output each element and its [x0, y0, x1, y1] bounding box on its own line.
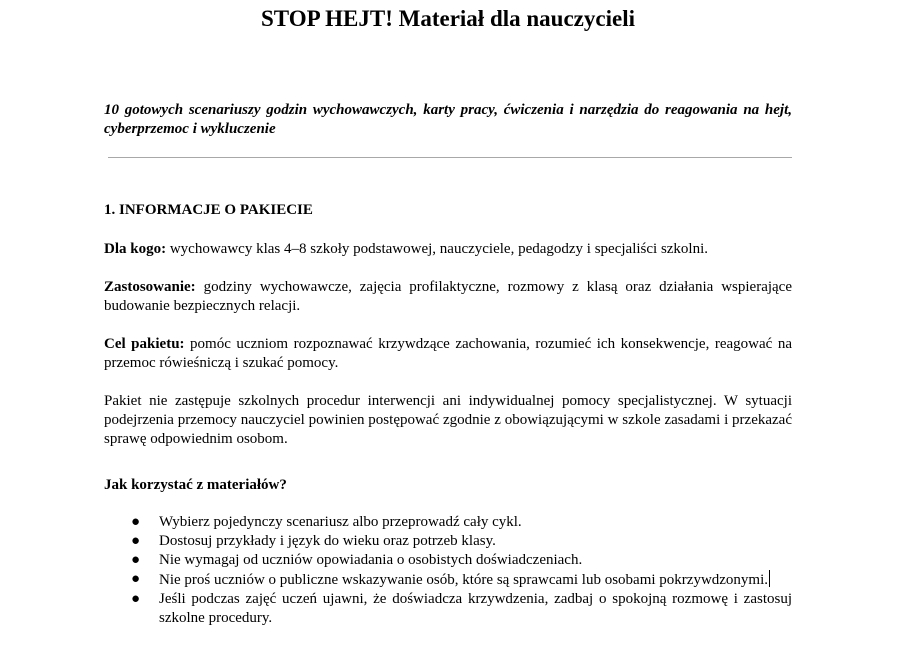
- bullet-icon: ●: [131, 533, 141, 549]
- list-item-text: Nie wymagaj od uczniów opowiadania o osobistych doświadczeniach.: [159, 552, 583, 568]
- paragraph-disclaimer: [104, 392, 792, 449]
- document-subtitle: 10 gotowych scenariuszy godzin wychowawczych, karty pracy, ćwiczenia i narzędzia do reagowania na hejt, cyberprzemoc i wykluczenie: [104, 102, 792, 137]
- list-item-text: Dostosuj przykłady i język do wieku oraz potrzeb klasy.: [159, 533, 496, 549]
- text-cursor[interactable]: [769, 570, 770, 587]
- document-title: STOP HEJT! Materiał dla nauczycieli: [261, 6, 635, 31]
- bullet-icon: ●: [131, 571, 141, 587]
- section-heading: 1. INFORMACJE O PAKIECIE: [104, 202, 313, 218]
- horizontal-rule: [108, 157, 792, 158]
- paragraph-usage: [104, 278, 792, 316]
- paragraph-audience: [104, 240, 792, 259]
- list-item-text: Nie proś uczniów o publiczne wskazywanie osób, które są sprawcami lub osobami pokrzywdzonymi.: [159, 572, 769, 588]
- paragraph-text: pomóc uczniom rozpoznawać krzywdzące zachowania, rozumieć ich konsekwencje, reagować na przemoc rówieśniczą i szukać pomocy.: [104, 336, 792, 371]
- bullet-icon: ●: [131, 591, 141, 607]
- paragraph-label: Zastosowanie:: [104, 279, 196, 295]
- list-item: [104, 551, 792, 570]
- list-item: [104, 513, 792, 532]
- how-to-use-heading: Jak korzystać z materiałów?: [104, 477, 287, 493]
- bullet-icon: ●: [131, 514, 141, 530]
- list-item-text: Jeśli podczas zajęć uczeń ujawni, że doświadcza krzywdzenia, zadbaj o spokojną rozmowę i zastosuj szkolne procedury.: [159, 591, 792, 626]
- list-item: [104, 590, 792, 628]
- list-item: [104, 532, 792, 551]
- paragraph-goal: [104, 335, 792, 373]
- bullet-icon: ●: [131, 552, 141, 568]
- usage-list: [104, 513, 792, 628]
- paragraph-label: Dla kogo:: [104, 241, 167, 257]
- paragraph-text: godziny wychowawcze, zajęcia profilaktyczne, rozmowy z klasą oraz działania wspierające budowanie bezpiecznych relacji.: [104, 279, 792, 314]
- list-item-text: Wybierz pojedynczy scenariusz albo przeprowadź cały cykl.: [159, 514, 522, 530]
- paragraph-text: wychowawcy klas 4–8 szkoły podstawowej, nauczyciele, pedagodzy i specjaliści szkolni.: [166, 241, 709, 257]
- paragraph-label: Cel pakietu:: [104, 336, 185, 352]
- list-item: [104, 570, 792, 590]
- paragraph-text: Pakiet nie zastępuje szkolnych procedur interwencji ani indywidualnej pomocy specjalistycznej. W sytuacji podejrzenia przemocy nauczyciel powinien postępować zgodnie z obowiązującymi w szkole zasadami i przekazać sprawę odpowiednim osobom.: [104, 393, 792, 447]
